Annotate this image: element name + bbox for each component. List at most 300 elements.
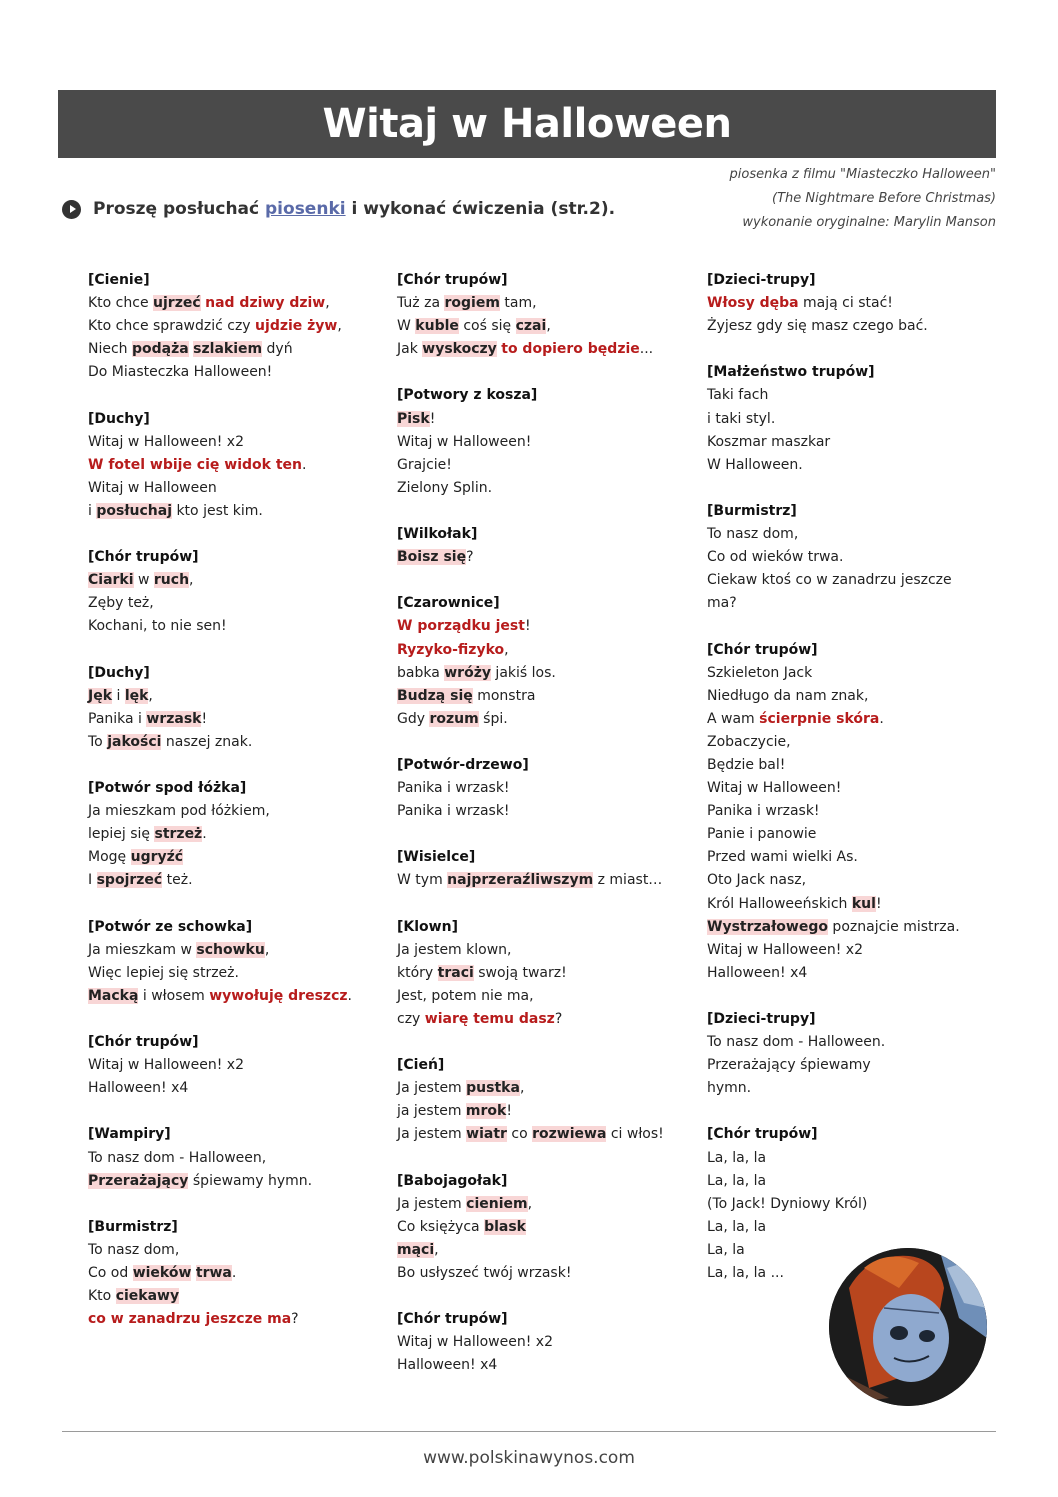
song-source: [730, 163, 996, 235]
emphasized-phrase: ujdzie żyw: [255, 318, 338, 335]
section-heading: [Duchy]: [88, 410, 150, 427]
lyric-line: [397, 292, 687, 315]
lyrics-section: [397, 846, 687, 892]
lyric-text: swoją twarz!: [473, 964, 567, 981]
lyric-text: ,: [189, 572, 194, 589]
highlighted-word: blask: [484, 1218, 526, 1235]
lyric-text: La, la, la: [707, 1172, 767, 1189]
lyric-line: [88, 361, 378, 384]
section-heading: [Potwór spod łóżka]: [88, 780, 247, 797]
emphasized-phrase: co w zanadrzu jeszcze ma: [88, 1311, 292, 1328]
lyric-line: [397, 454, 687, 477]
lyric-line: [88, 731, 378, 754]
lyric-text: To nasz dom - Halloween,: [88, 1149, 267, 1166]
lyric-text: La, la, la: [707, 1149, 767, 1166]
highlighted-word: kuble: [415, 318, 459, 335]
lyric-text: mają ci stać!: [798, 295, 893, 312]
lyric-text: Co od wieków trwa.: [707, 549, 844, 566]
lyric-text: Ja mieszkam pod łóżkiem,: [88, 803, 270, 820]
lyric-text: Szkieleton Jack: [707, 664, 813, 681]
lyric-text: Przed wami wielki As.: [707, 849, 858, 866]
lyric-text: Grajcie!: [397, 456, 452, 473]
highlighted-word: ciekawy: [115, 1288, 180, 1305]
lyric-line: [397, 1193, 687, 1216]
section-heading: [Burmistrz]: [88, 1218, 178, 1235]
source-line: (The Nightmare Before Christmas): [772, 191, 996, 206]
lyric-line: [707, 962, 967, 985]
lyric-text: !: [201, 710, 208, 727]
lyric-text: W: [397, 318, 416, 335]
lyric-text: i: [88, 502, 97, 519]
lyric-text: La, la, la ...: [707, 1265, 784, 1282]
highlighted-word: rozum: [429, 710, 479, 727]
lyric-text: Co księżyca: [397, 1218, 485, 1235]
lyric-text: ,: [527, 1195, 533, 1212]
lyrics-column-1: [88, 269, 378, 1354]
lyric-text: Zobaczycie,: [707, 733, 791, 750]
lyric-text: Będzie bal!: [707, 756, 786, 773]
lyric-line: [88, 569, 378, 592]
lyric-text: Halloween! x4: [397, 1357, 498, 1374]
lyric-line: [397, 431, 687, 454]
lyric-text: .: [347, 987, 352, 1004]
lyrics-section: [397, 1170, 687, 1285]
section-heading: [Chór trupów]: [707, 1126, 818, 1143]
lyrics-section: [397, 523, 687, 569]
lyric-line: [88, 1308, 378, 1331]
lyric-text: Witaj w Halloween! x2: [88, 433, 244, 450]
lyric-text: Do Miasteczka Halloween!: [88, 364, 273, 381]
lyric-text: ,: [325, 295, 330, 312]
lyric-line: [88, 846, 378, 869]
highlighted-word: wróży: [444, 664, 491, 681]
lyric-line: [707, 1077, 967, 1100]
highlighted-word: posłuchaj: [96, 502, 172, 519]
lyric-line: [707, 523, 967, 546]
lyric-line: [88, 962, 378, 985]
lyric-line: [397, 338, 687, 361]
lyrics-column-3: [707, 269, 967, 1308]
lyric-text: ,: [519, 1080, 525, 1097]
lyric-line: [707, 592, 967, 615]
highlighted-word: podąża: [132, 341, 189, 358]
lyrics-section: [707, 361, 967, 476]
lyric-text: Przerażający śpiewamy: [707, 1057, 871, 1074]
lyric-line: [88, 1054, 378, 1077]
lyric-text: Panika i: [88, 710, 147, 727]
lyric-text: !: [524, 618, 531, 635]
lyrics-section: [707, 500, 967, 615]
lyric-text: .: [202, 826, 207, 843]
lyric-line: [397, 869, 687, 892]
lyric-line: [397, 315, 687, 338]
lyrics-section: [88, 1031, 378, 1100]
lyric-text: Ja jestem: [397, 1195, 467, 1212]
lyrics-section: [397, 1308, 687, 1377]
lyric-text: (To Jack! Dyniowy Król): [707, 1195, 868, 1212]
lyric-line: [88, 1147, 378, 1170]
lyric-text: !: [429, 410, 436, 427]
lyric-text: Witaj w Halloween: [88, 479, 217, 496]
song-link[interactable]: piosenki: [265, 199, 346, 219]
highlighted-word: szlakiem: [193, 341, 263, 358]
highlighted-word: wiatr: [466, 1126, 507, 1143]
lyric-text: To nasz dom - Halloween.: [707, 1034, 886, 1051]
lyric-text: Taki fach: [707, 387, 769, 404]
lyrics-section: [707, 1008, 967, 1100]
lyric-line: [397, 1239, 687, 1262]
lyric-text: ja jestem: [397, 1103, 466, 1120]
lyrics-section: [397, 269, 687, 361]
lyric-text: ?: [466, 549, 474, 566]
emphasized-phrase: Włosy dęba: [707, 295, 799, 312]
highlighted-word: ugryźć: [130, 849, 184, 866]
lyric-text: Kto: [88, 1288, 116, 1305]
lyric-line: [707, 384, 967, 407]
lyric-line: [707, 754, 967, 777]
lyric-line: [88, 1239, 378, 1262]
highlighted-word: kul: [851, 895, 876, 912]
lyric-text: ,: [148, 687, 153, 704]
lyric-line: [707, 1170, 967, 1193]
section-heading: [Dzieci-trupy]: [707, 272, 816, 288]
lyric-text: .: [231, 1265, 237, 1282]
lyric-line: [707, 431, 967, 454]
lyric-text: Koszmar maszkar: [707, 433, 831, 450]
lyric-line: [707, 454, 967, 477]
lyric-text: La, la: [707, 1241, 745, 1258]
lyrics-section: [397, 754, 687, 823]
lyric-line: [397, 1123, 687, 1146]
lyric-line: [707, 1031, 967, 1054]
highlighted-word: Ciarki: [88, 572, 134, 589]
lyric-text: To nasz dom,: [707, 526, 799, 543]
highlighted-word: traci: [437, 964, 474, 981]
lyric-text: Jak: [397, 341, 423, 358]
lyric-text: z miast…: [593, 872, 663, 889]
lyric-text: Więc lepiej się strzeż.: [88, 964, 239, 981]
lyric-line: [88, 1285, 378, 1308]
lyric-text: W Halloween.: [707, 456, 803, 473]
emphasized-phrase: wiarę temu dasz: [424, 1011, 555, 1027]
lyrics-section: [88, 916, 378, 1008]
lyric-line: [707, 708, 967, 731]
lyric-text: ...: [639, 341, 654, 358]
lyric-line: [88, 500, 378, 523]
highlighted-word: Budzą się: [397, 687, 473, 704]
lyric-line: [397, 546, 687, 569]
lyric-text: To nasz dom,: [88, 1241, 180, 1258]
lyric-line: [88, 985, 378, 1008]
lyric-text: Panika i wrzask!: [397, 803, 510, 820]
section-heading: [Chór trupów]: [397, 272, 508, 288]
lyric-text: Tuż za: [397, 295, 445, 312]
section-heading: [Wilkołak]: [397, 526, 478, 543]
lyric-line: [397, 939, 687, 962]
lyric-text: Panie i panowie: [707, 826, 817, 843]
highlighted-word: Wystrzałowego: [707, 918, 828, 935]
lyrics-section: [88, 269, 378, 384]
lyric-line: [397, 477, 687, 500]
highlighted-word: rogiem: [444, 295, 500, 312]
lyric-text: La, la, la: [707, 1218, 767, 1235]
source-line: piosenka z filmu "Miasteczko Halloween": [729, 167, 996, 182]
lyric-text: Gdy: [397, 710, 430, 727]
lyric-line: [707, 939, 967, 962]
lyric-line: [88, 939, 378, 962]
footer-divider: [62, 1431, 996, 1432]
lyric-text: czy: [397, 1011, 425, 1027]
highlighted-word: Jęk: [88, 687, 113, 704]
lyric-line: [88, 685, 378, 708]
lyric-text: Witaj w Halloween! x2: [707, 941, 863, 958]
lyric-text: poznajcie mistrza.: [827, 918, 960, 935]
lyric-line: [88, 454, 378, 477]
section-heading: [Potwór ze schowka]: [88, 918, 253, 935]
emphasized-phrase: nad dziwy dziw: [205, 295, 326, 312]
lyric-line: [707, 685, 967, 708]
lyric-text: babka: [397, 664, 445, 681]
instruction-after: i wykonać ćwiczenia (str.2).: [345, 199, 616, 219]
lyric-text: .: [879, 710, 884, 727]
section-heading: [Chór trupów]: [88, 1034, 199, 1051]
lyric-line: [88, 869, 378, 892]
lyric-text: Oto Jack nasz,: [707, 872, 807, 889]
highlighted-word: rozwiewa: [532, 1126, 607, 1143]
lyric-text: Król Halloweeńskich: [707, 895, 852, 912]
lyric-line: [88, 823, 378, 846]
section-heading: [Potwór-drzewo]: [397, 756, 529, 773]
lyric-line: [707, 315, 967, 338]
section-heading: [Chór trupów]: [88, 549, 199, 566]
lyric-line: [707, 823, 967, 846]
section-heading: [Potwory z kosza]: [397, 387, 538, 404]
lyric-text: Zęby też,: [88, 595, 154, 612]
highlighted-word: mrok: [465, 1103, 507, 1120]
lyric-text: Bo usłyszeć twój wrzask!: [397, 1265, 572, 1282]
section-heading: [Cienie]: [88, 272, 150, 288]
emphasized-phrase: to dopiero będzie: [501, 341, 640, 358]
lyric-text: Co od: [88, 1265, 133, 1282]
lyric-text: Kochani, to nie sen!: [88, 618, 227, 635]
lyric-line: [397, 1331, 687, 1354]
lyric-line: [88, 592, 378, 615]
lyric-text: Panika i wrzask!: [397, 780, 510, 797]
lyric-line: [707, 662, 967, 685]
lyric-text: ,: [504, 641, 509, 658]
play-circle-icon: [62, 200, 81, 219]
lyric-line: [707, 1216, 967, 1239]
lyric-text: Zielony Splin.: [397, 479, 493, 496]
lyric-text: dyń: [262, 341, 293, 358]
lyric-text: Witaj w Halloween!: [397, 433, 532, 450]
lyrics-section: [88, 662, 378, 754]
lyric-text: ci włos!: [606, 1126, 664, 1143]
section-heading: [Chór trupów]: [707, 641, 818, 658]
lyric-text: Mogę: [88, 849, 131, 866]
section-heading: [Duchy]: [88, 664, 150, 681]
lyric-text: Ja mieszkam w: [88, 941, 197, 958]
lyrics-section: [397, 592, 687, 731]
lyric-line: [707, 1054, 967, 1077]
lyric-line: [707, 916, 967, 939]
lyric-line: [88, 615, 378, 638]
lyric-text: ?: [554, 1011, 563, 1027]
lyric-text: ma?: [707, 595, 737, 612]
lyrics-column-2: [397, 269, 687, 1401]
source-line: wykonanie oryginalne: Marylin Manson: [742, 215, 996, 230]
emphasized-phrase: ścierpnie skóra: [759, 710, 880, 727]
lyrics-section: [397, 916, 687, 1031]
lyric-text: coś się: [458, 318, 516, 335]
lyrics-section: [88, 1123, 378, 1192]
lyric-line: [88, 800, 378, 823]
lyric-text: co: [506, 1126, 533, 1143]
emphasized-phrase: Ryzyko-fizyko: [397, 641, 505, 658]
lyrics-section: [88, 777, 378, 892]
lyric-text: ?: [291, 1311, 299, 1328]
character-portrait: [829, 1248, 987, 1406]
lyric-text: jakiś los.: [490, 664, 556, 681]
highlighted-word: trwa: [195, 1265, 232, 1282]
lyric-text: ,: [264, 941, 270, 958]
highlighted-word: pustka: [466, 1080, 520, 1097]
highlighted-word: spojrzeć: [96, 872, 163, 889]
lyric-line: [397, 777, 687, 800]
lyric-text: Panika i wrzask!: [707, 803, 820, 820]
highlighted-word: strzeż: [154, 826, 203, 843]
lyric-text: Kto chce sprawdzić czy: [88, 318, 256, 335]
lyric-text: Żyjesz gdy się masz czego bać.: [707, 318, 928, 335]
lyrics-section: [397, 1054, 687, 1146]
highlighted-word: wrzask: [146, 710, 202, 727]
lyric-text: Niech: [88, 341, 132, 358]
lyric-text: ,: [434, 1241, 439, 1258]
section-heading: [Wisielce]: [397, 849, 476, 866]
lyric-line: [397, 1100, 687, 1123]
lyric-text: ,: [546, 318, 551, 335]
section-heading: [Dzieci-trupy]: [707, 1011, 816, 1027]
lyric-text: też.: [162, 872, 193, 889]
highlighted-word: ujrzeć: [153, 295, 201, 312]
lyric-text: Ciekaw ktoś co w zanadrzu jeszcze: [707, 572, 952, 589]
section-heading: [Czarownice]: [397, 595, 500, 612]
lyric-text: !: [875, 895, 882, 912]
lyric-line: [397, 985, 687, 1008]
lyric-line: [707, 546, 967, 569]
lyric-text: który: [397, 964, 438, 981]
highlighted-word: cieniem: [466, 1195, 528, 1212]
lyric-line: [88, 477, 378, 500]
lyric-text: Witaj w Halloween! x2: [88, 1057, 244, 1074]
lyric-text: i taki styl.: [707, 410, 776, 427]
lyric-line: [707, 800, 967, 823]
lyric-text: Ja jestem: [397, 1080, 467, 1097]
lyric-text: Ja jestem klown,: [397, 941, 512, 958]
lyrics-section: [88, 1216, 378, 1331]
emphasized-phrase: wywołuję dreszcz: [209, 987, 348, 1004]
lyric-text: i włosem: [138, 987, 210, 1004]
lyric-text: W tym: [397, 872, 448, 889]
lyric-line: [707, 777, 967, 800]
lyric-line: [707, 846, 967, 869]
page-title: Witaj w Halloween: [58, 90, 996, 158]
lyrics-section: [88, 408, 378, 523]
lyric-text: Kto chce: [88, 295, 154, 312]
lyrics-section: [397, 384, 687, 499]
lyric-text: I: [88, 872, 97, 889]
emphasized-phrase: W fotel wbije cię widok ten: [88, 456, 302, 473]
instruction-text: [93, 199, 615, 219]
section-heading: [Babojagołak]: [397, 1172, 508, 1189]
lyric-text: ,: [337, 318, 342, 335]
lyric-line: [88, 1170, 378, 1193]
lyric-text: Halloween! x4: [88, 1080, 189, 1097]
section-heading: [Klown]: [397, 918, 458, 935]
lyric-text: śpi.: [478, 710, 508, 727]
lyric-line: [707, 408, 967, 431]
lyric-text: naszej znak.: [161, 733, 253, 750]
emphasized-phrase: W porządku jest: [397, 618, 525, 635]
lyric-line: [88, 338, 378, 361]
lyric-text: śpiewamy hymn.: [188, 1172, 313, 1189]
lyric-line: [707, 1193, 967, 1216]
lyrics-section: [88, 546, 378, 638]
highlighted-word: Przerażający: [88, 1172, 189, 1189]
lyric-text: A wam: [707, 710, 760, 727]
lyric-text: Halloween! x4: [707, 964, 808, 981]
lyric-text: Jest, potem nie ma,: [397, 987, 534, 1004]
section-heading: [Małżeństwo trupów]: [707, 364, 875, 381]
lyric-line: [397, 800, 687, 823]
lyric-text: i: [112, 687, 125, 704]
lyric-line: [88, 1262, 378, 1285]
section-heading: [Cień]: [397, 1057, 445, 1074]
lyric-text: To: [88, 733, 108, 750]
lyric-line: [88, 431, 378, 454]
lyric-text: .: [302, 456, 307, 473]
lyric-line: [707, 731, 967, 754]
highlighted-word: ruch: [153, 572, 190, 589]
lyric-line: [397, 1262, 687, 1285]
lyric-line: [88, 315, 378, 338]
lyric-line: [88, 1077, 378, 1100]
lyric-text: Niedługo da nam znak,: [707, 687, 869, 704]
instruction-before: Proszę posłuchać: [93, 199, 266, 219]
lyric-line: [707, 569, 967, 592]
lyric-line: [397, 1216, 687, 1239]
lyric-text: Witaj w Halloween! x2: [397, 1334, 553, 1351]
lyrics-section: [707, 269, 967, 338]
highlighted-word: lęk: [124, 687, 149, 704]
lyric-text: tam,: [499, 295, 537, 312]
instruction: [62, 199, 615, 219]
lyric-line: [707, 292, 967, 315]
lyric-line: [397, 615, 687, 638]
lyric-line: [707, 1147, 967, 1170]
highlighted-word: Boisz się: [397, 549, 467, 566]
highlighted-word: jakości: [107, 733, 162, 750]
section-heading: [Burmistrz]: [707, 502, 797, 519]
lyric-text: kto jest kim.: [172, 502, 263, 519]
highlighted-word: Macką: [88, 987, 139, 1004]
lyric-line: [397, 1008, 687, 1031]
lyric-text: Witaj w Halloween!: [707, 780, 842, 797]
footer-website[interactable]: www.polskinawynos.com: [423, 1448, 635, 1468]
lyric-line: [397, 639, 687, 662]
highlighted-word: mąci: [397, 1241, 435, 1258]
highlighted-word: wieków: [132, 1265, 192, 1282]
